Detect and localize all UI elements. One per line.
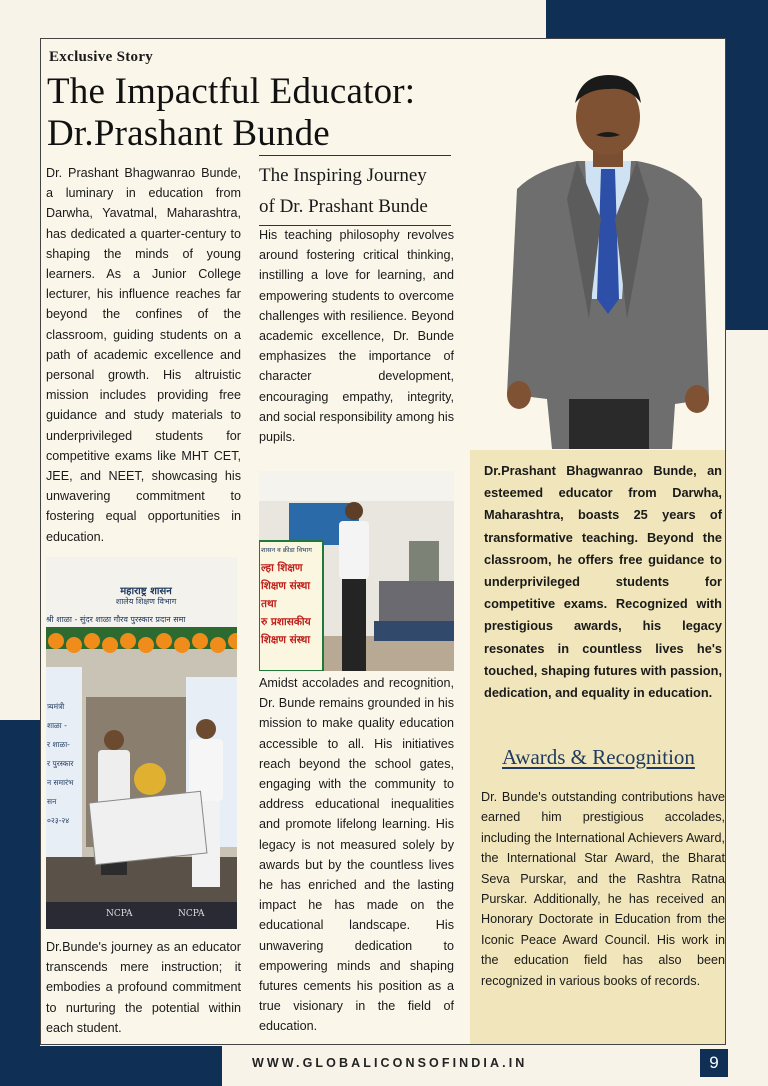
banner-line-1: महाराष्ट्र शासन bbox=[120, 586, 172, 597]
ncpa-logo-right: NCPA bbox=[178, 909, 205, 919]
ncpa-logo-left: NCPA bbox=[106, 909, 133, 919]
highlight-summary: Dr.Prashant Bhagwanrao Bunde, an esteemed educator from Darwha, Maharashtra, boasts 25 years of transformative teaching. Beyond the classroom, he offers free guidance to underprivileged students for competitive exams. Recognized with prestigious awards, his legacy resonates in countless lives he's touched, shaping futures with passion, dedication, and equality in education. bbox=[484, 463, 722, 701]
banner-line-2: शालेय शिक्षण विभाग bbox=[115, 597, 177, 606]
article-page bbox=[40, 38, 726, 1045]
awards-heading: Awards & Recognition bbox=[502, 745, 695, 769]
portrait-photo bbox=[497, 69, 717, 449]
award-ceremony-photo bbox=[46, 557, 237, 929]
speech-banner-text: ल्हा शिक्षण शिक्षण संस्था तथा रु प्रशासकीय शिक्षण संस्था bbox=[261, 562, 311, 646]
section-heading-line-2: of Dr. Prashant Bunde bbox=[259, 196, 428, 217]
banner-line-3: श्री शाळा - सुंदर शाळा गौरव पुरस्कार प्रदान समा bbox=[46, 615, 186, 624]
section-heading-line-1: The Inspiring Journey bbox=[259, 165, 427, 186]
speech-banner-top: शासन व क्रीडा विभाग bbox=[261, 546, 312, 554]
highlight-box bbox=[470, 450, 726, 1045]
philosophy-paragraph: His teaching philosophy revolves around fostering critical thinking, instilling a love for learning, and empowering students to overcome challenges with resilience. Beyond academic excellence, Dr. Bunde emphasizes the importance of character development, encouraging empathy, integrity, and social responsibility among his pupils. bbox=[259, 228, 454, 445]
title-line-2: Dr.Prashant Bunde bbox=[47, 113, 330, 154]
article-title bbox=[47, 71, 477, 155]
navy-decor-bottom bbox=[0, 1046, 222, 1086]
side-banner-text: त्र्यमंत्री शाळा - र शाळा- र पुरस्कार न समारंभ सन ०२३-२४ bbox=[47, 702, 74, 825]
footer-website: WWW.GLOBALICONSOFINDIA.IN bbox=[252, 1056, 528, 1070]
speech-photo bbox=[259, 471, 454, 671]
title-line-1: The Impactful Educator: bbox=[47, 71, 416, 112]
closing-paragraph: Dr.Bunde's journey as an educator transcends mere instruction; it embodies a profound commitment to nurturing the potential within each student. bbox=[46, 940, 241, 1035]
section-heading bbox=[259, 155, 451, 226]
navy-decor-left bbox=[0, 720, 40, 1086]
awards-paragraph: Dr. Bunde's outstanding contributions have earned him prestigious accolades, including the International Achievers Award, the International Star Award, the Bharat Seva Purskar, and the Rashtra Ratna Purskar. Additionally, he has received an Honorary Doctorate in Education from the Iconic Peace Award Council. His work in the education field has also been recognized in various books of records. bbox=[481, 790, 725, 988]
page-number: 9 bbox=[700, 1049, 728, 1077]
legacy-paragraph: Amidst accolades and recognition, Dr. Bunde remains grounded in his mission to make quality education accessible to all. His initiatives reach beyond the school gates, engaging with the community to address educational inequalities and promote lifelong learning. His legacy is not measured solely by awards but by the countless lives he has enriched and the lasting impact he has made on the educational landscape. His unwavering dedication to empowering minds and shaping futures cements his position as a true visionary in the field of education. bbox=[259, 676, 454, 1034]
story-kicker: Exclusive Story bbox=[49, 49, 154, 65]
banner-text bbox=[76, 587, 216, 607]
intro-paragraph: Dr. Prashant Bhagwanrao Bunde, a luminary in education from Darwha, Yavatmal, Maharashtra, has dedicated a quarter-century to shaping the minds of young learners. As a Junior College lecturer, his influence reaches far beyond the confines of the classroom, guiding students on a path of academic excellence and personal growth. His altruistic mission includes providing free guidance and study materials to underprivileged students for competitive exams like MHT CET, JEE, and NEET, showcasing his unwavering commitment to fostering equal opportunities in education. bbox=[46, 166, 241, 544]
